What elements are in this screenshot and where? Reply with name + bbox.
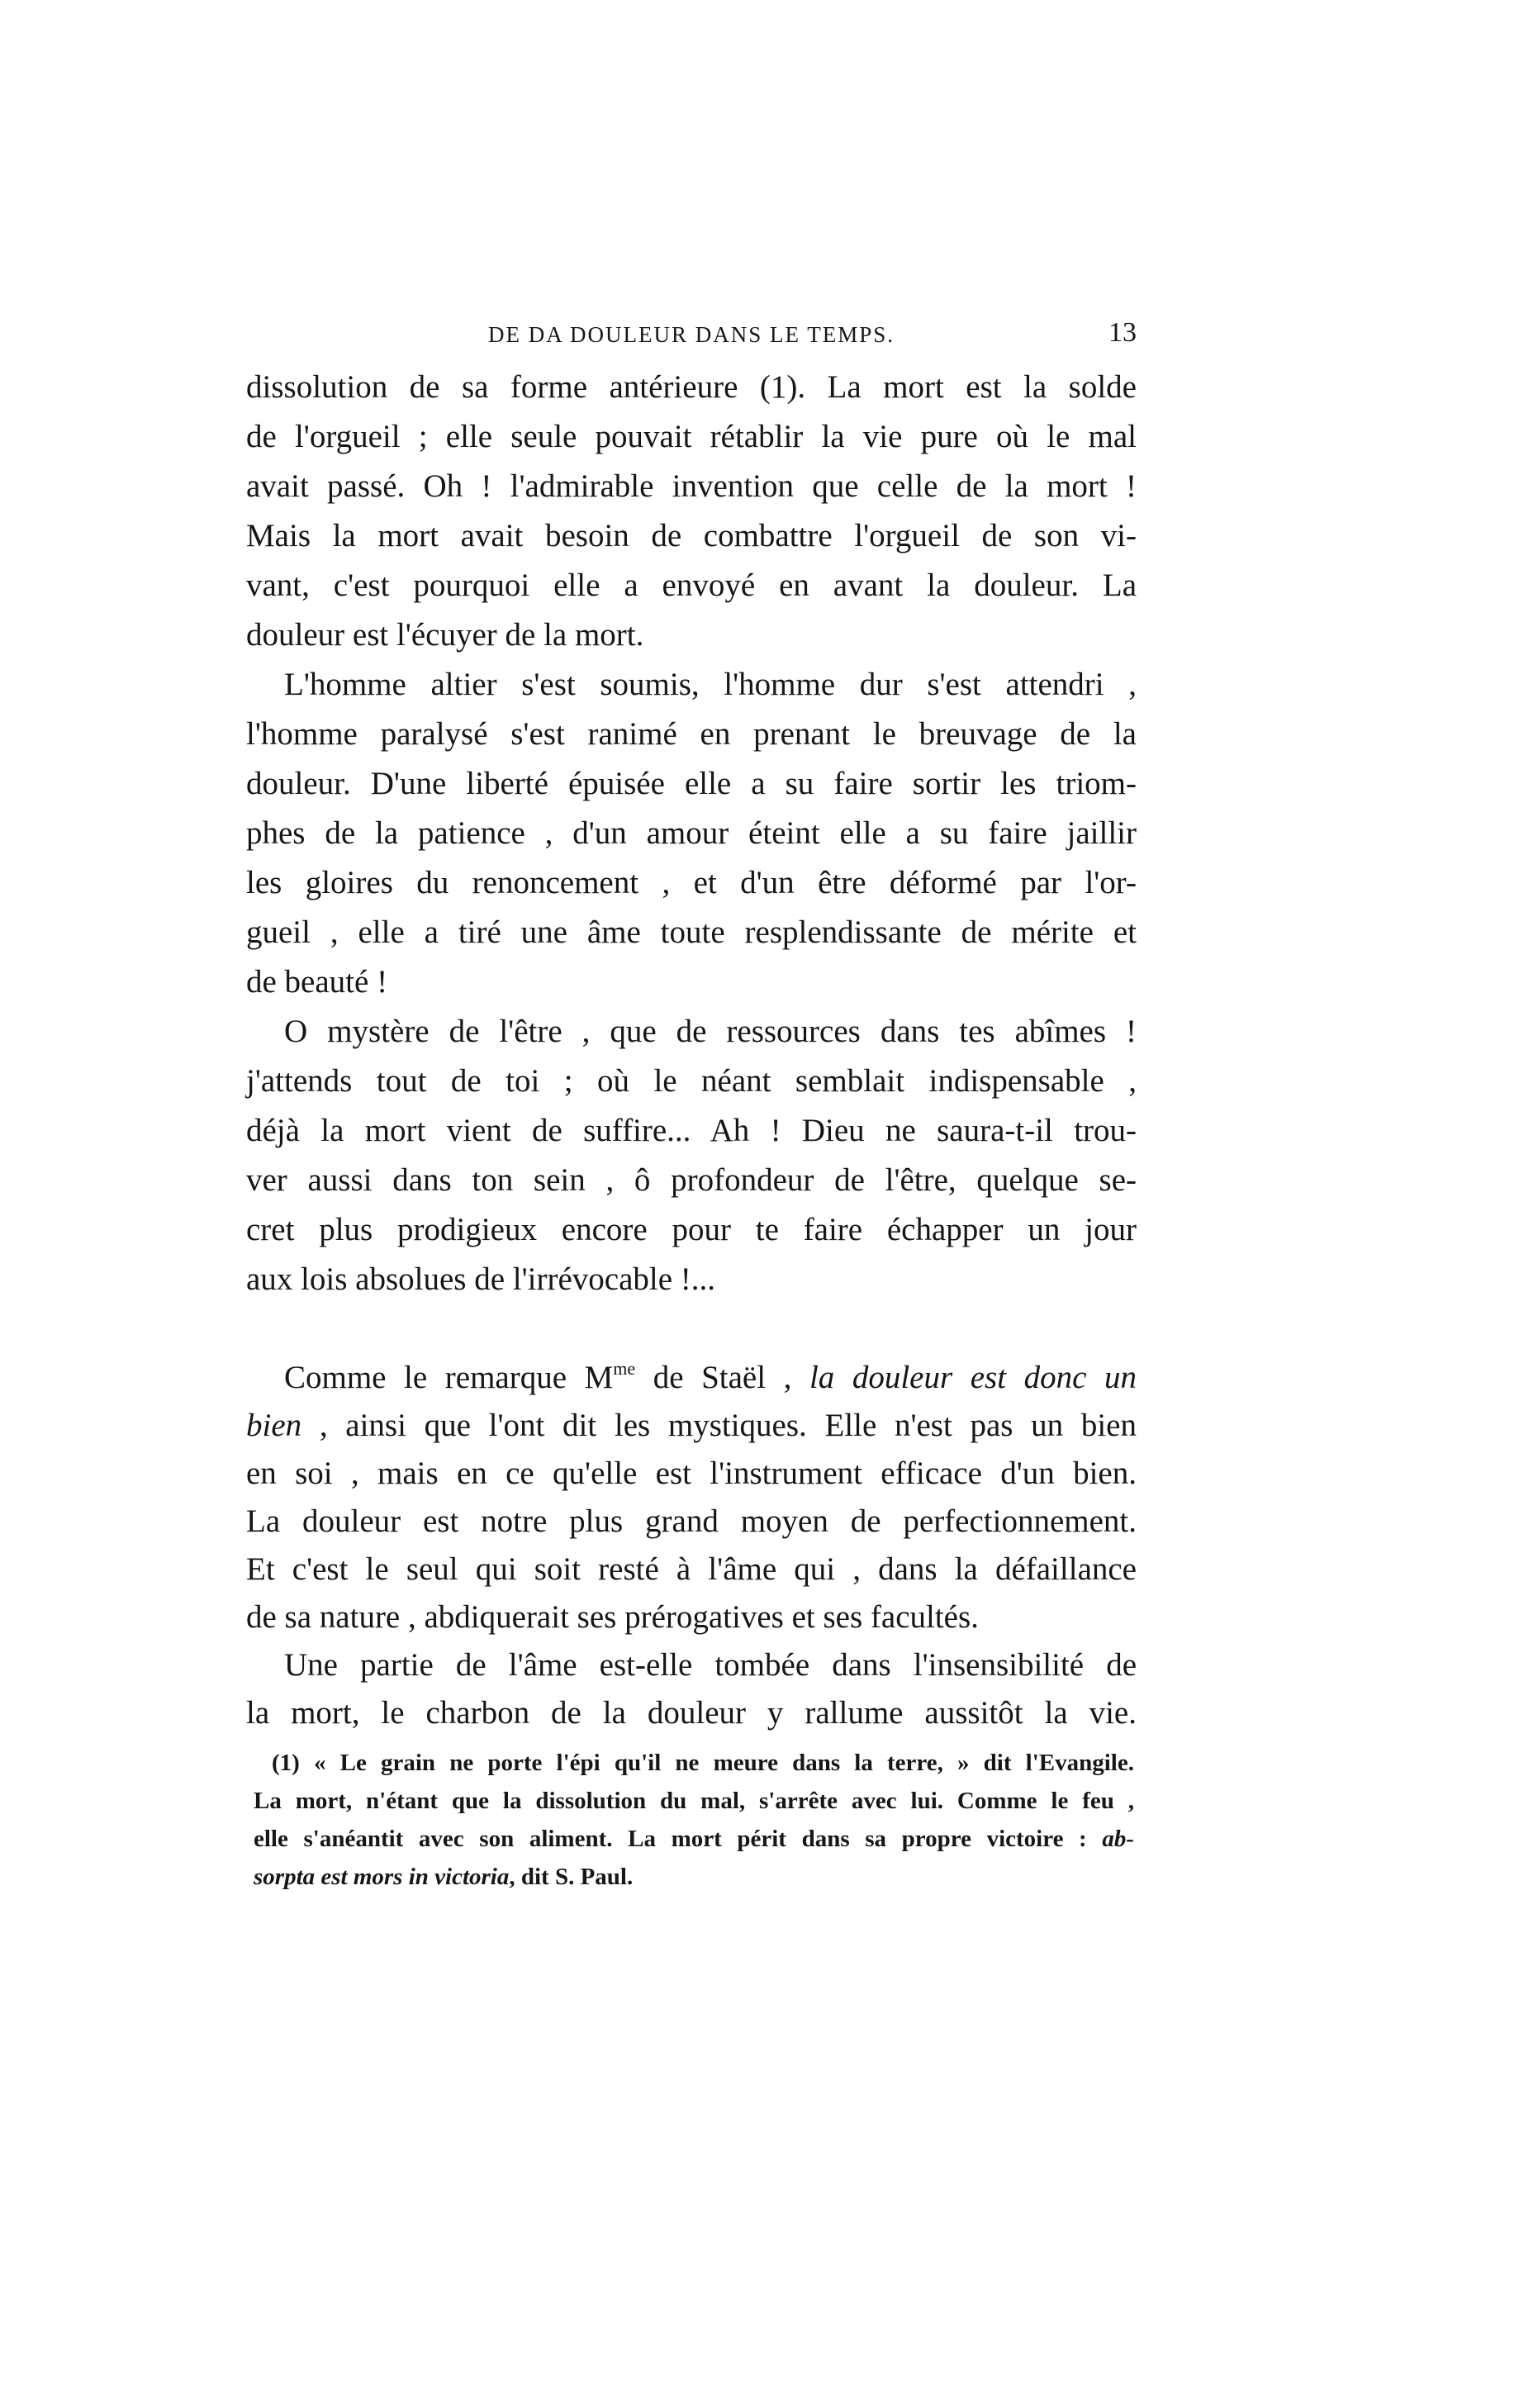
italic-quote: ab- — [1102, 1826, 1134, 1852]
text-line: O mystère de l'être , que de ressources dans tes abîmes ! — [284, 1014, 1137, 1049]
text-span: , dit S. Paul. — [509, 1864, 634, 1890]
text-line: Une partie de l'âme est-elle tombée dans l'insensibilité de — [284, 1647, 1137, 1683]
italic-quote: bien — [246, 1408, 302, 1443]
footnote-line — [254, 1858, 1134, 1896]
body-text — [246, 363, 1137, 1737]
text-line: la mort, le charbon de la douleur y rallume aussitôt la vie. — [246, 1695, 1137, 1731]
text-line: Et c'est le seul qui soit resté à l'âme qui , dans la défaillance — [246, 1551, 1137, 1587]
text-line — [246, 1402, 1137, 1450]
text-line: vant, c'est pourquoi elle a envoyé en avant la douleur. La — [246, 568, 1137, 603]
text-line: cret plus prodigieux encore pour te faire échapper un jour — [246, 1212, 1137, 1247]
superscript: me — [613, 1358, 636, 1379]
text-line: les gloires du renoncement , et d'un être déformé par l'or- — [246, 865, 1137, 900]
text-line — [246, 1354, 1137, 1402]
italic-quote: sorpta est mors in victoria — [254, 1864, 510, 1890]
paragraph-5 — [246, 1641, 1137, 1737]
text-line: dissolution de sa forme antérieure (1). La mort est la solde — [246, 369, 1137, 405]
page-number: 13 — [1108, 317, 1137, 348]
footnote-line — [254, 1820, 1134, 1858]
text-span: de Staël , — [635, 1360, 809, 1395]
text-line: gueil , elle a tiré une âme toute resplendissante de mérite et — [246, 914, 1137, 950]
text-line: douleur. D'une liberté épuisée elle a su faire sortir les triom- — [246, 766, 1137, 801]
section-break — [246, 1304, 1137, 1354]
running-header — [246, 317, 1137, 354]
footnote-line: La mort, n'étant que la dissolution du mal, s'arrête avec lui. Comme le feu , — [254, 1788, 1134, 1814]
text-line: en soi , mais en ce qu'elle est l'instrument efficace d'un bien. — [246, 1456, 1137, 1491]
text-line: Mais la mort avait besoin de combattre l'orgueil de son vi- — [246, 518, 1137, 553]
running-title: DE DA DOULEUR DANS LE TEMPS. — [487, 322, 895, 347]
text-span: , ainsi que l'ont dit les mystiques. Elle n'est pas un bien — [301, 1408, 1137, 1443]
text-line: aux lois absolues de l'irrévocable !... — [246, 1261, 716, 1297]
paragraph-4 — [246, 1354, 1137, 1641]
text-line: de sa nature , abdiquerait ses prérogatives et ses facultés. — [246, 1599, 979, 1635]
text-line: déjà la mort vient de suffire... Ah ! Dieu ne saura-t-il trou- — [246, 1113, 1137, 1148]
text-line: La douleur est notre plus grand moyen de perfectionnement. — [246, 1503, 1137, 1539]
text-line: avait passé. Oh ! l'admirable invention que celle de la mort ! — [246, 468, 1137, 504]
text-line: de l'orgueil ; elle seule pouvait rétablir la vie pure où le mal — [246, 419, 1137, 454]
text-line: ver aussi dans ton sein , ô profondeur de l'être, quelque se- — [246, 1162, 1137, 1198]
footnote — [254, 1744, 1134, 1896]
paragraph-2 — [246, 660, 1137, 1007]
text-line: j'attends tout de toi ; où le néant semblait indispensable , — [246, 1063, 1137, 1099]
italic-quote: la douleur est donc un — [809, 1360, 1137, 1395]
text-span: elle s'anéantit avec son aliment. La mort périt dans sa propre victoire : — [254, 1826, 1103, 1852]
paragraph-1 — [246, 363, 1137, 660]
text-line: L'homme altier s'est soumis, l'homme dur s'est attendri , — [284, 667, 1137, 702]
second-section — [246, 1354, 1137, 1737]
footnote-line: (1) « Le grain ne porte l'épi qu'il ne meure dans la terre, » dit l'Evangile. — [272, 1750, 1134, 1776]
paragraph-3 — [246, 1007, 1137, 1304]
text-line: douleur est l'écuyer de la mort. — [246, 617, 644, 653]
text-line: de beauté ! — [246, 964, 388, 1000]
text-line: l'homme paralysé s'est ranimé en prenant le breuvage de la — [246, 716, 1137, 752]
text-line: phes de la patience , d'un amour éteint elle a su faire jaillir — [246, 815, 1137, 851]
text-span: Comme le remarque M — [284, 1360, 614, 1395]
